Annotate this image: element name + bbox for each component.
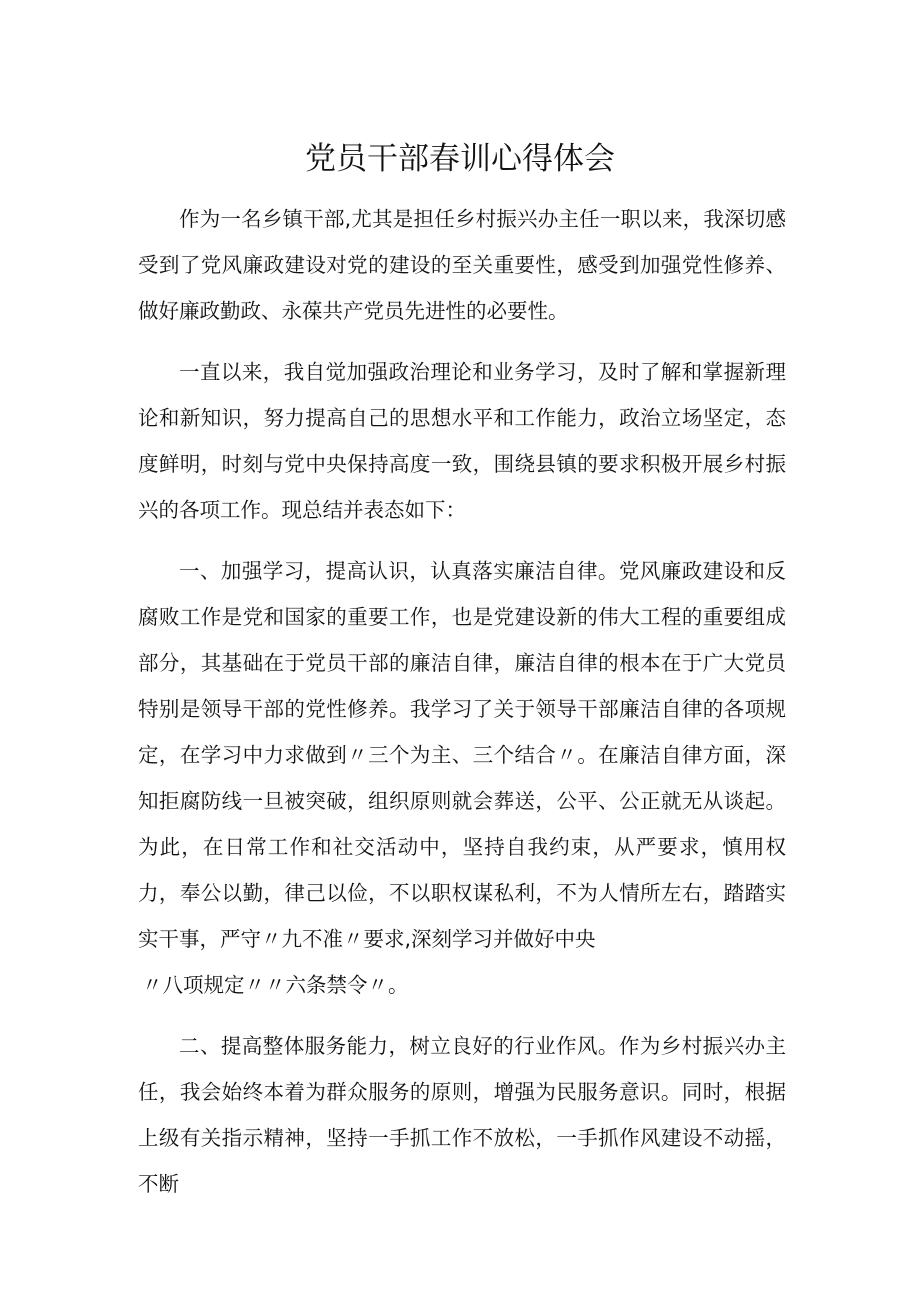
document-body bbox=[138, 196, 786, 1222]
paragraph-section-one-tail: 〃八项规定〃〃六条禁令〃。 bbox=[142, 973, 409, 997]
document-title: 党员干部春训心得体会 bbox=[305, 141, 615, 177]
paragraph-section-one: 一、加强学习，提高认识，认真落实廉洁自律。党风廉政建设和反腐败工作是党和国家的重要工作，也是党建设新的伟大工程的重要组成部分，其基础在于党员干部的廉洁自律，廉洁自律的根本在于广大党员特别是领导干部的党性修养。我学习了关于领导干部廉洁自律的各项规定，在学习中力求做到〃三个为主、三个结合〃。在廉洁自律方面，深知拒腐防线一旦被突破，组织原则就会葬送，公平、公正就无从谈起。为此，在日常工作和社交活动中，坚持自我约束，从严要求，慎用权力，奉公以勤，律己以俭，不以职权谋私利，不为人情所左右，踏踏实实干事，严守〃九不准〃要求,深刻学习并做好中央 bbox=[138, 559, 786, 951]
paragraph-section-two: 二、提高整体服务能力，树立良好的行业作风。作为乡村振兴办主任，我会始终本着为群众服务的原则，增强为民服务意识。同时，根据上级有关指示精神，坚持一手抓工作不放松，一手抓作风建设不动摇，不断 bbox=[138, 1034, 786, 1196]
paragraph-intro: 作为一名乡镇干部,尤其是担任乡村振兴办主任一职以来，我深切感受到了党风廉政建设对党的建设的至关重要性，感受到加强党性修养、做好廉政勤政、永葆共产党员先进性的必要性。 bbox=[138, 207, 786, 323]
paragraph-study: 一直以来，我自觉加强政治理论和业务学习，及时了解和掌握新理论和新知识，努力提高自己的思想水平和工作能力，政治立场坚定，态度鲜明，时刻与党中央保持高度一致，围绕县镇的要求积极开展乡村振兴的各项工作。现总结并表态如下： bbox=[138, 360, 786, 522]
